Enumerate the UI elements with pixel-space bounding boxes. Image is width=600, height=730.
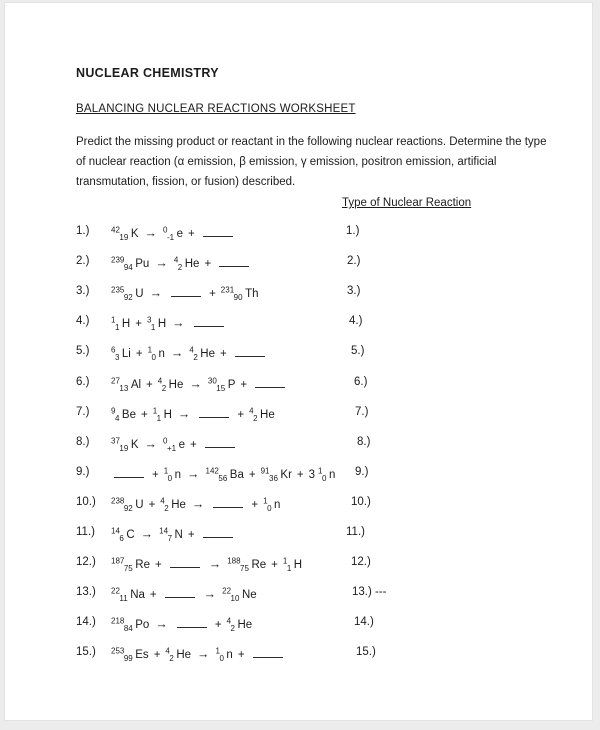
element-symbol: He <box>237 619 253 632</box>
atomic-number: 56 <box>218 473 228 483</box>
plus-sign: + <box>146 378 153 391</box>
element-symbol: Be <box>121 408 136 421</box>
arrow-icon: → <box>170 346 184 361</box>
mass-number: 91 <box>260 466 270 476</box>
mass-number: 238 <box>111 496 125 506</box>
mass-number: 1 <box>152 406 158 416</box>
arrow-icon: → <box>187 466 200 481</box>
mass-number: 30 <box>207 376 217 385</box>
nuclide <box>163 466 182 483</box>
arrow-icon: → <box>177 406 191 421</box>
element-symbol: H <box>163 408 172 421</box>
mass-number: 187 <box>111 556 125 566</box>
arrow-icon: → <box>208 557 222 572</box>
mass-number: 1 <box>318 466 323 476</box>
nuclide <box>263 496 281 513</box>
reaction-equation <box>111 526 236 543</box>
mass-number: 6 <box>111 345 116 355</box>
mass-number: 4 <box>173 255 179 265</box>
mass-number: 1 <box>163 466 169 476</box>
answer-blank <box>255 376 285 388</box>
mass-number: 235 <box>111 285 125 295</box>
mass-number: 9 <box>111 406 116 416</box>
reaction-row <box>5 526 592 550</box>
nuclide <box>111 315 131 333</box>
reaction-equation <box>111 436 238 453</box>
plus-sign: + <box>154 559 162 572</box>
plus-sign: + <box>220 348 227 361</box>
element-symbol: n <box>328 468 336 481</box>
plus-sign: + <box>140 408 148 421</box>
answer-blank <box>170 556 200 568</box>
mass-number: 14 <box>159 526 169 536</box>
plus-sign: + <box>135 348 143 361</box>
type-answer-number: 1.) <box>346 225 360 237</box>
element-symbol: U <box>135 288 144 301</box>
plus-sign: + <box>135 318 142 331</box>
nuclide <box>226 616 253 634</box>
atomic-number: 1 <box>150 323 156 333</box>
reaction-row <box>5 285 592 309</box>
atomic-number: 1 <box>156 413 162 423</box>
mass-number: 239 <box>111 255 125 265</box>
reaction-row <box>5 436 592 460</box>
element-symbol: Na <box>130 589 145 602</box>
reaction-number: 5.) <box>76 345 90 358</box>
nuclide <box>318 466 336 483</box>
element-symbol: He <box>260 408 275 421</box>
plus-sign: + <box>148 498 156 511</box>
reaction-number: 7.) <box>76 405 90 418</box>
arrow-icon: → <box>155 617 168 632</box>
plus-sign: + <box>149 589 157 602</box>
atomic-number: 36 <box>269 473 278 483</box>
nuclide <box>249 406 275 423</box>
plus-sign: + <box>209 288 216 301</box>
answer-blank <box>199 406 229 418</box>
nuclide <box>160 496 186 513</box>
atomic-number: 75 <box>240 564 249 574</box>
element-symbol: He <box>200 348 215 361</box>
nuclide <box>162 225 183 242</box>
element-symbol: Al <box>130 378 142 391</box>
nuclide <box>222 586 257 604</box>
atomic-number: 13 <box>119 383 129 393</box>
answer-blank <box>205 436 235 448</box>
type-answer-number: 8.) <box>357 435 371 448</box>
element-symbol: K <box>130 438 139 451</box>
element-symbol: Ba <box>229 468 244 481</box>
mass-number: 0 <box>162 436 168 446</box>
plus-sign: + <box>153 649 161 662</box>
nuclide <box>111 556 150 574</box>
answer-blank <box>253 646 283 658</box>
reaction-number: 9.) <box>76 465 90 478</box>
plus-sign: + <box>187 529 195 541</box>
reaction-equation <box>111 466 335 483</box>
reaction-row <box>5 616 592 640</box>
element-symbol: Re <box>135 559 150 572</box>
nuclide <box>111 586 145 604</box>
element-symbol: He <box>184 258 200 271</box>
mass-number: 3 <box>146 315 152 325</box>
atomic-number: 92 <box>123 503 133 513</box>
mass-number: 218 <box>111 616 125 626</box>
type-answer-number: 6.) <box>354 375 368 388</box>
mass-number: 4 <box>249 406 254 416</box>
answer-blank <box>171 285 201 297</box>
mass-number: 4 <box>226 616 232 626</box>
element-symbol: U <box>135 498 144 511</box>
type-answer-number: 13.) --- <box>352 586 387 599</box>
plus-sign: + <box>237 649 245 662</box>
element-symbol: e <box>178 438 185 451</box>
element-symbol: Ne <box>241 589 257 602</box>
nuclide <box>205 466 244 483</box>
reaction-row <box>5 466 592 490</box>
reaction-equation <box>111 315 227 332</box>
reaction-equation <box>111 225 236 242</box>
nuclide <box>146 315 167 333</box>
nuclide <box>152 406 172 423</box>
reaction-equation <box>111 285 258 302</box>
type-answer-number: 14.) <box>354 616 374 629</box>
instructions-line-2: of nuclear reaction (α emission, β emission, γ emission, positron emission, artificial <box>76 156 497 168</box>
element-symbol: n <box>274 498 281 511</box>
atomic-number: 10 <box>230 594 240 604</box>
mass-number: 14 <box>111 526 120 536</box>
plus-sign: + <box>189 438 197 451</box>
atomic-number: +1 <box>166 443 177 453</box>
reaction-row <box>5 255 592 279</box>
reaction-equation <box>111 376 288 393</box>
plus-sign: + <box>152 468 159 481</box>
plus-sign: + <box>296 468 304 481</box>
element-symbol: Re <box>251 559 267 572</box>
answer-blank <box>213 496 243 508</box>
plus-sign: + <box>271 559 278 572</box>
arrow-icon: → <box>155 256 168 271</box>
answer-blank <box>165 586 195 598</box>
reaction-equation <box>111 496 280 513</box>
element-symbol: e <box>176 228 183 240</box>
reaction-equation <box>111 345 268 362</box>
nuclide <box>162 436 185 453</box>
atomic-number: 0 <box>219 654 224 664</box>
reaction-equation <box>111 646 286 663</box>
plus-sign: + <box>240 378 248 391</box>
mass-number: 188 <box>227 556 241 566</box>
answer-blank <box>203 225 233 237</box>
mass-number: 4 <box>157 376 163 385</box>
element-symbol: H <box>293 559 303 572</box>
nuclide <box>111 376 142 393</box>
reaction-number: 10.) <box>76 495 96 508</box>
answer-blank <box>219 255 249 267</box>
mass-number: 37 <box>111 436 120 446</box>
atomic-number: 2 <box>169 654 174 664</box>
reaction-number: 6.) <box>76 375 90 388</box>
type-answer-number: 12.) <box>351 556 371 569</box>
nuclide <box>227 556 267 574</box>
atomic-number: 92 <box>123 293 133 303</box>
mass-number: 4 <box>160 496 165 506</box>
arrow-icon: → <box>172 316 185 331</box>
reaction-row <box>5 406 592 430</box>
nuclide <box>111 406 136 423</box>
atomic-number: 2 <box>161 383 167 393</box>
reaction-row <box>5 586 592 610</box>
reaction-number: 3.) <box>76 285 90 298</box>
nuclide <box>173 255 200 273</box>
reaction-number: 2.) <box>76 255 90 268</box>
coefficient: 3 <box>308 468 316 481</box>
element-symbol: Po <box>135 619 150 632</box>
nuclide <box>111 436 139 453</box>
nuclide <box>111 285 144 303</box>
atomic-number: 0 <box>267 503 272 513</box>
element-symbol: P <box>227 378 236 391</box>
instructions-line-1: Predict the missing product or reactant in the following nuclear reactions. Determine the type <box>76 136 547 148</box>
atomic-number: 0 <box>321 473 327 483</box>
reaction-row <box>5 315 592 339</box>
arrow-icon: → <box>191 496 205 511</box>
atomic-number: 94 <box>123 263 133 273</box>
element-symbol: C <box>126 529 135 541</box>
atomic-number: -1 <box>166 233 175 242</box>
instructions-line-3: transmutation, fission, or fusion) described. <box>76 176 296 188</box>
mass-number: 27 <box>111 376 120 385</box>
type-answer-number: 5.) <box>351 345 365 358</box>
atomic-number: 0 <box>167 473 173 483</box>
answer-blank <box>177 616 207 628</box>
reaction-row <box>5 376 592 400</box>
plus-sign: + <box>248 468 256 481</box>
reaction-equation <box>111 406 275 423</box>
atomic-number: 84 <box>123 624 133 634</box>
reaction-number: 14.) <box>76 616 96 629</box>
element-symbol: Kr <box>280 468 292 481</box>
page-title: NUCLEAR CHEMISTRY <box>76 66 219 80</box>
atomic-number: 6 <box>119 534 124 543</box>
mass-number: 1 <box>215 646 220 656</box>
type-answer-number: 7.) <box>355 405 369 418</box>
element-symbol: n <box>174 468 182 481</box>
atomic-number: 19 <box>119 443 129 453</box>
arrow-icon: → <box>203 587 217 602</box>
nuclide <box>159 526 183 543</box>
type-answer-number: 9.) <box>355 465 369 478</box>
mass-number: 1 <box>111 315 116 325</box>
arrow-icon: → <box>189 376 202 391</box>
atomic-number: 2 <box>164 503 169 513</box>
reaction-row <box>5 646 592 670</box>
element-symbol: Th <box>245 288 259 301</box>
nuclide <box>111 496 144 513</box>
atomic-number: 75 <box>123 564 133 574</box>
mass-number: 1 <box>263 496 268 506</box>
answer-blank <box>235 345 265 357</box>
plus-sign: + <box>251 498 259 511</box>
reaction-equation <box>111 255 252 272</box>
reaction-number: 12.) <box>76 556 96 569</box>
mass-number: 1 <box>147 345 153 355</box>
reaction-number: 4.) <box>76 315 90 328</box>
mass-number: 22 <box>111 586 120 596</box>
element-symbol: H <box>157 318 167 331</box>
nuclide <box>147 345 165 363</box>
reaction-row <box>5 225 592 249</box>
arrow-icon: → <box>144 436 157 451</box>
atomic-number: 0 <box>151 353 156 363</box>
element-symbol: H <box>121 318 131 331</box>
reaction-row <box>5 556 592 580</box>
worksheet-subtitle: BALANCING NUCLEAR REACTIONS WORKSHEET <box>76 103 356 115</box>
reaction-number: 8.) <box>76 435 90 448</box>
atomic-number: 2 <box>193 353 198 363</box>
nuclide <box>282 556 303 574</box>
element-symbol: He <box>176 649 192 662</box>
worksheet-page <box>4 2 593 721</box>
answer-blank <box>114 466 144 478</box>
type-answer-number: 4.) <box>349 315 363 328</box>
atomic-number: 90 <box>233 293 243 303</box>
reaction-row <box>5 345 592 369</box>
element-symbol: N <box>174 529 183 541</box>
mass-number: 4 <box>189 345 194 355</box>
answer-blank <box>194 315 224 327</box>
mass-number: 142 <box>205 466 219 476</box>
atomic-number: 2 <box>230 624 235 634</box>
nuclide <box>215 646 233 664</box>
nuclide <box>111 255 150 273</box>
nuclide <box>260 466 292 483</box>
element-symbol: K <box>130 228 139 240</box>
arrow-icon: → <box>140 527 154 541</box>
mass-number: 4 <box>165 646 170 656</box>
reaction-number: 15.) <box>76 646 96 659</box>
atomic-number: 11 <box>119 594 128 604</box>
element-symbol: Li <box>121 348 131 361</box>
arrow-icon: → <box>149 286 163 301</box>
mass-number: 42 <box>111 225 120 235</box>
atomic-number: 4 <box>114 413 120 423</box>
nuclide <box>207 376 236 393</box>
mass-number: 1 <box>282 556 288 566</box>
atomic-number: 99 <box>123 654 133 664</box>
reactions-list <box>5 3 592 720</box>
atomic-number: 3 <box>114 353 120 363</box>
nuclide <box>165 646 192 664</box>
nuclide <box>189 345 215 363</box>
arrow-icon: → <box>197 647 210 662</box>
answer-blank <box>203 526 233 538</box>
plus-sign: + <box>187 228 195 240</box>
atomic-number: 1 <box>114 323 120 333</box>
type-answer-number: 10.) <box>351 495 371 508</box>
arrow-icon: → <box>144 226 157 240</box>
reaction-equation <box>111 556 302 573</box>
reaction-number: 11.) <box>76 526 95 538</box>
nuclide <box>157 376 184 393</box>
nuclide <box>111 526 135 543</box>
element-symbol: n <box>158 348 165 361</box>
atomic-number: 19 <box>119 233 129 242</box>
nuclide <box>111 646 149 664</box>
reaction-number: 1.) <box>76 225 90 237</box>
nuclide <box>111 616 150 634</box>
reaction-equation <box>111 616 252 633</box>
type-column-header: Type of Nuclear Reaction <box>342 197 472 209</box>
element-symbol: He <box>168 378 184 391</box>
mass-number: 22 <box>222 586 232 596</box>
element-symbol: n <box>226 649 233 662</box>
atomic-number: 7 <box>167 534 173 543</box>
reaction-row <box>5 496 592 520</box>
element-symbol: He <box>171 498 186 511</box>
nuclide <box>111 225 139 242</box>
reaction-equation <box>111 586 257 603</box>
element-symbol: Pu <box>135 258 150 271</box>
atomic-number: 1 <box>286 564 292 574</box>
atomic-number: 2 <box>253 413 258 423</box>
nuclide <box>220 285 259 303</box>
mass-number: 0 <box>162 225 168 235</box>
type-answer-number: 11.) <box>346 526 365 538</box>
type-answer-number: 15.) <box>356 646 376 659</box>
atomic-number: 2 <box>177 263 183 273</box>
element-symbol: Es <box>135 649 149 662</box>
reaction-number: 13.) <box>76 586 96 599</box>
type-answer-number: 2.) <box>347 255 361 268</box>
mass-number: 253 <box>111 646 125 656</box>
plus-sign: + <box>204 258 212 271</box>
mass-number: 231 <box>220 285 235 295</box>
atomic-number: 15 <box>216 383 226 393</box>
plus-sign: + <box>214 619 222 632</box>
type-answer-number: 3.) <box>347 285 361 298</box>
plus-sign: + <box>237 408 245 421</box>
nuclide <box>111 345 131 363</box>
